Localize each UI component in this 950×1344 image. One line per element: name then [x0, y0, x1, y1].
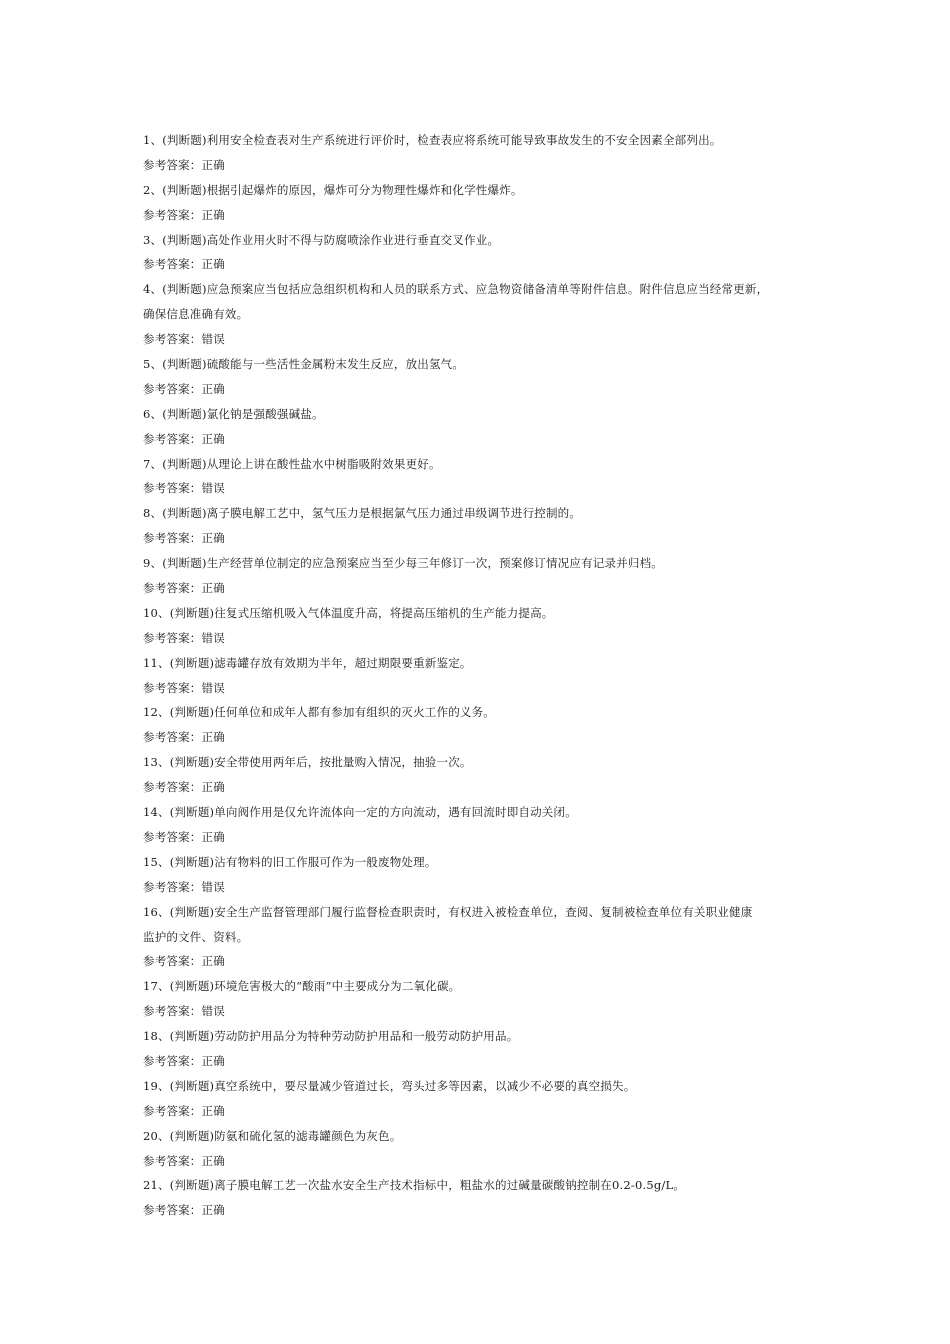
document-body — [143, 128, 823, 1223]
question-text: 4、(判断题)应急预案应当包括应急组织机构和人员的联系方式、应急物资储备清单等附件信息。附件信息应当经常更新， — [143, 282, 769, 297]
question-text: 21、(判断题)离子膜电解工艺一次盐水安全生产技术指标中，粗盐水的过碱量碳酸钠控制在0.2-0.5g/L。 — [143, 1178, 686, 1193]
question-text: 3、(判断题)高处作业用火时不得与防腐喷涂作业进行垂直交叉作业。 — [143, 232, 500, 247]
question-text: 12、(判断题)任何单位和成年人都有参加有组织的灭火工作的义务。 — [143, 705, 496, 720]
question-text: 1、(判断题)利用安全检查表对生产系统进行评价时，检查表应将系统可能导致事故发生的不安全因素全部列出。 — [143, 133, 722, 147]
question-text: 10、(判断题)往复式压缩机吸入气体温度升高，将提高压缩机的生产能力提高。 — [143, 605, 554, 620]
question-text: 7、(判断题)从理论上讲在酸性盐水中树脂吸附效果更好。 — [143, 456, 441, 471]
question-text: 15、(判断题)沾有物料的旧工作服可作为一般废物处理。 — [143, 854, 437, 869]
reference-answer: 参考答案：正确 — [143, 1203, 225, 1218]
question-text-continued: 确保信息准确有效。 — [143, 307, 249, 322]
question-text: 6、(判断题)氯化钠是强酸强碱盐。 — [143, 406, 324, 421]
question-text: 17、(判断题)环境危害极大的“酸雨”中主要成分为二氧化碳。 — [143, 979, 461, 994]
question-text: 18、(判断题)劳动防护用品分为特种劳动防护用品和一般劳动防护用品。 — [143, 1029, 519, 1044]
reference-answer: 参考答案：正确 — [143, 207, 225, 222]
reference-answer: 参考答案：正确 — [143, 1103, 225, 1118]
question-text: 19、(判断题)真空系统中，要尽量减少管道过长，弯头过多等因素，以减少不必要的真空损失。 — [143, 1078, 636, 1093]
question-text: 14、(判断题)单向阀作用是仅允许流体向一定的方向流动，遇有回流时即自动关闭。 — [143, 805, 577, 820]
question-text: 11、(判断题)滤毒罐存放有效期为半年，超过期限要重新鉴定。 — [143, 655, 472, 670]
question-text: 5、(判断题)硫酸能与一些活性金属粉末发生反应，放出氢气。 — [143, 357, 465, 372]
reference-answer: 参考答案：错误 — [143, 332, 225, 347]
question-text: 2、(判断题)根据引起爆炸的原因，爆炸可分为物理性爆炸和化学性爆炸。 — [143, 182, 523, 197]
reference-answer: 参考答案：正确 — [143, 257, 225, 272]
reference-answer: 参考答案：错误 — [143, 630, 225, 645]
question-text-continued: 监护的文件、资料。 — [143, 929, 249, 944]
reference-answer: 参考答案：正确 — [143, 531, 225, 546]
reference-answer: 参考答案：正确 — [143, 780, 225, 795]
question-text: 9、(判断题)生产经营单位制定的应急预案应当至少每三年修订一次，预案修订情况应有记录并归档。 — [143, 556, 663, 571]
reference-answer: 参考答案：错误 — [143, 481, 225, 496]
reference-answer: 参考答案：错误 — [143, 879, 225, 894]
question-text: 16、(判断题)安全生产监督管理部门履行监督检查职责时，有权进入被检查单位，查阅、复制被检查单位有关职业健康 — [143, 904, 753, 919]
reference-answer: 参考答案：正确 — [143, 954, 225, 969]
question-text: 13、(判断题)安全带使用两年后，按批量购入情况，抽验一次。 — [143, 755, 472, 770]
reference-answer: 参考答案：正确 — [143, 1153, 225, 1168]
reference-answer: 参考答案：正确 — [143, 581, 225, 596]
reference-answer: 参考答案：正确 — [143, 431, 225, 446]
reference-answer: 参考答案：正确 — [143, 1053, 225, 1068]
question-text: 8、(判断题)离子膜电解工艺中，氢气压力是根据氯气压力通过串级调节进行控制的。 — [143, 506, 582, 521]
reference-answer: 参考答案：正确 — [143, 829, 225, 844]
reference-answer: 参考答案：正确 — [143, 381, 225, 396]
reference-answer: 参考答案：正确 — [143, 730, 225, 745]
reference-answer: 参考答案：错误 — [143, 1004, 225, 1019]
reference-answer: 参考答案：错误 — [143, 680, 225, 695]
question-text: 20、(判断题)防氨和硫化氢的滤毒罐颜色为灰色。 — [143, 1128, 402, 1143]
reference-answer: 参考答案：正确 — [143, 157, 225, 172]
